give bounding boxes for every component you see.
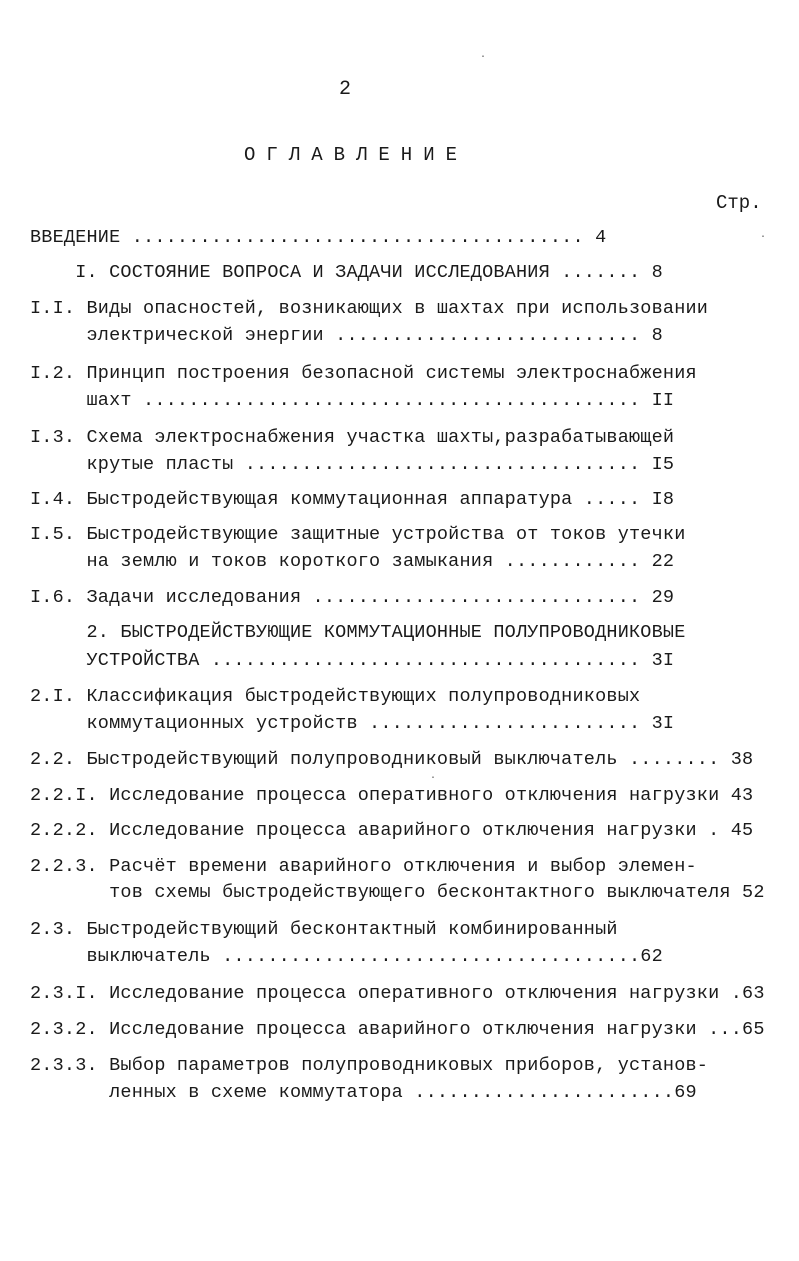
toc-line: I.I. Виды опасностей, возникающих в шахтах при использовании (30, 298, 709, 319)
toc-line: I. СОСТОЯНИЕ ВОПРОСА И ЗАДАЧИ ИССЛЕДОВАНИЯ ....... 8 (30, 262, 663, 283)
toc-line: УСТРОЙСТВА ...................................... 3I (30, 650, 675, 671)
toc-line: I.4. Быстродействующая коммутационная аппаратура ..... I8 (30, 489, 675, 510)
scan-speck: · (760, 232, 767, 243)
toc-line: шахт ............................................ II (30, 390, 675, 411)
toc-line: тов схемы быстродействующего бесконтактного выключателя 52 (30, 882, 765, 903)
toc-line: крутые пласты ................................... I5 (30, 454, 675, 475)
scan-speck: · (430, 773, 437, 784)
toc-line: коммутационных устройств ........................ 3I (30, 713, 675, 734)
toc-line: 2.2.I. Исследование процесса оперативного отключения нагрузки 43 (30, 785, 754, 806)
toc-line: 2.3.2. Исследование процесса аварийного отключения нагрузки ...65 (30, 1019, 765, 1040)
toc-line: 2.3. Быстродействующий бесконтактный комбинированный (30, 919, 618, 940)
toc-title: ОГЛАВЛЕНИЕ (243, 144, 469, 166)
toc-line: ВВЕДЕНИЕ ........................................ 4 (30, 227, 607, 248)
toc-line: I.3. Схема электроснабжения участка шахты,разрабатывающей (30, 427, 675, 448)
toc-line: выключатель .....................................62 (30, 946, 663, 967)
toc-line: 2.3.3. Выбор параметров полупроводниковых приборов, установ- (30, 1055, 709, 1076)
scan-speck: · (480, 52, 487, 63)
page-column-label: Стр. (716, 192, 762, 214)
toc-line: ленных в схеме коммутатора .......................69 (30, 1082, 697, 1103)
toc-line: I.2. Принцип построения безопасной системы электроснабжения (30, 363, 697, 384)
page-number: 2 (338, 78, 351, 101)
toc-line: 2.3.I. Исследование процесса оперативного отключения нагрузки .63 (30, 983, 765, 1004)
toc-line: 2.I. Классификация быстродействующих полупроводниковых (30, 686, 641, 707)
toc-line: электрической энергии ........................... 8 (30, 325, 663, 346)
toc-line: 2.2.2. Исследование процесса аварийного отключения нагрузки . 45 (30, 820, 754, 841)
toc-line: I.5. Быстродействующие защитные устройства от токов утечки (30, 524, 686, 545)
toc-line: 2.2. Быстродействующий полупроводниковый выключатель ........ 38 (30, 749, 754, 770)
toc-line: 2.2.3. Расчёт времени аварийного отключения и выбор элемен- (30, 856, 697, 877)
toc-line: I.6. Задачи исследования ............................. 29 (30, 587, 675, 608)
toc-line: на землю и токов короткого замыкания ............ 22 (30, 551, 675, 572)
toc-line: 2. БЫСТРОДЕЙСТВУЮЩИЕ КОММУТАЦИОННЫЕ ПОЛУПРОВОДНИКОВЫЕ (30, 622, 686, 643)
